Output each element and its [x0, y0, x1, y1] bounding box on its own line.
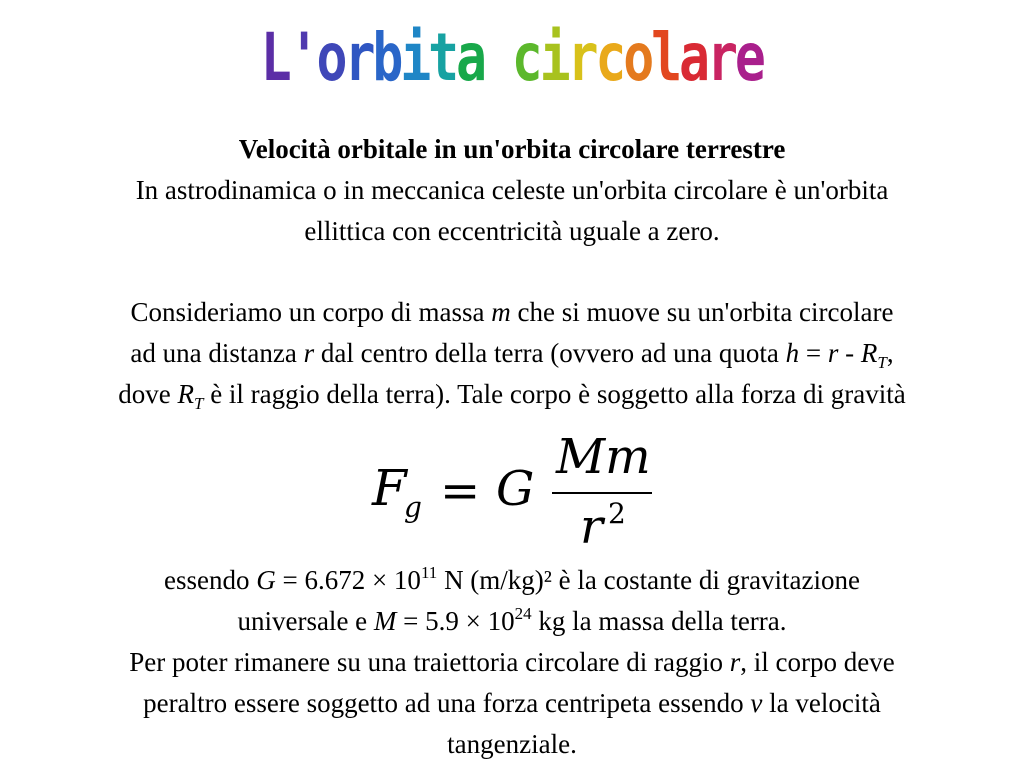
intro-line-2: ellittica con eccentricità uguale a zero. — [304, 216, 720, 246]
title-letter: c — [512, 19, 540, 96]
constants-line-5: tangenziale. — [447, 729, 577, 759]
title-letter: i — [400, 19, 429, 96]
title-letter: b — [372, 19, 401, 96]
title-letter: o — [316, 19, 345, 96]
title-letter: a — [456, 19, 485, 96]
title-letter: r — [344, 19, 373, 96]
title-letter: e — [735, 19, 763, 96]
formula-g-subscript: g — [404, 491, 422, 524]
gravity-formula-svg — [360, 425, 670, 555]
title-letter — [484, 18, 512, 98]
constants-line-3: Per poter rimanere su una traiettoria circolare di raggio r, il corpo deve — [129, 647, 895, 677]
body-line-3: dove $R_T$ è il raggio della terra). Tale corpo è soggetto alla forza di gravità — [118, 379, 906, 413]
intro-section — [8, 129, 1016, 252]
section-heading: Velocità orbitale in un'orbita circolare terrestre — [238, 134, 786, 164]
formula-G: G — [496, 461, 535, 517]
title-letter: r — [707, 19, 736, 96]
formula-exponent: 2 — [608, 497, 626, 530]
formula-equals: = — [440, 463, 481, 519]
title-letter: a — [679, 19, 708, 96]
title-letter: r — [567, 19, 596, 96]
body-line-2: ad una distanza r dal centro della terra (ovvero ad una quota $h = r - R_T$, — [130, 338, 894, 372]
title-letter: L — [261, 19, 289, 96]
title-letter: ' — [288, 19, 317, 96]
constants-section — [8, 560, 1016, 765]
formula-F: F — [372, 459, 407, 517]
formula-numerator: Mm — [556, 429, 651, 485]
constants-line-2: universale e $M = 5.9 \times 10^{24}$ kg la massa della terra. — [237, 604, 787, 636]
constants-line-4: peraltro essere soggetto ad una forza centripeta essendo v la velocità — [143, 688, 881, 718]
intro-line-1: In astrodinamica o in meccanica celeste un'orbita circolare è un'orbita — [135, 175, 889, 205]
title-letter: o — [623, 19, 652, 96]
body-section — [8, 292, 1016, 415]
title-letter: t — [428, 19, 457, 96]
title-letter: c — [595, 19, 624, 96]
formula-denominator-r: r — [580, 499, 603, 555]
constants-line-1: essendo $G = 6.672 \times 10^{11}$ N (m/kg)² è la costante di gravitazione — [163, 563, 861, 595]
body-line-1: Consideriamo un corpo di massa m che si muove su un'orbita circolare — [130, 297, 894, 327]
slide-title — [0, 18, 1024, 98]
title-letter: l — [651, 19, 680, 96]
gravity-formula — [0, 425, 1024, 555]
slide-title-wordart — [261, 18, 763, 98]
title-letter: i — [539, 19, 568, 96]
